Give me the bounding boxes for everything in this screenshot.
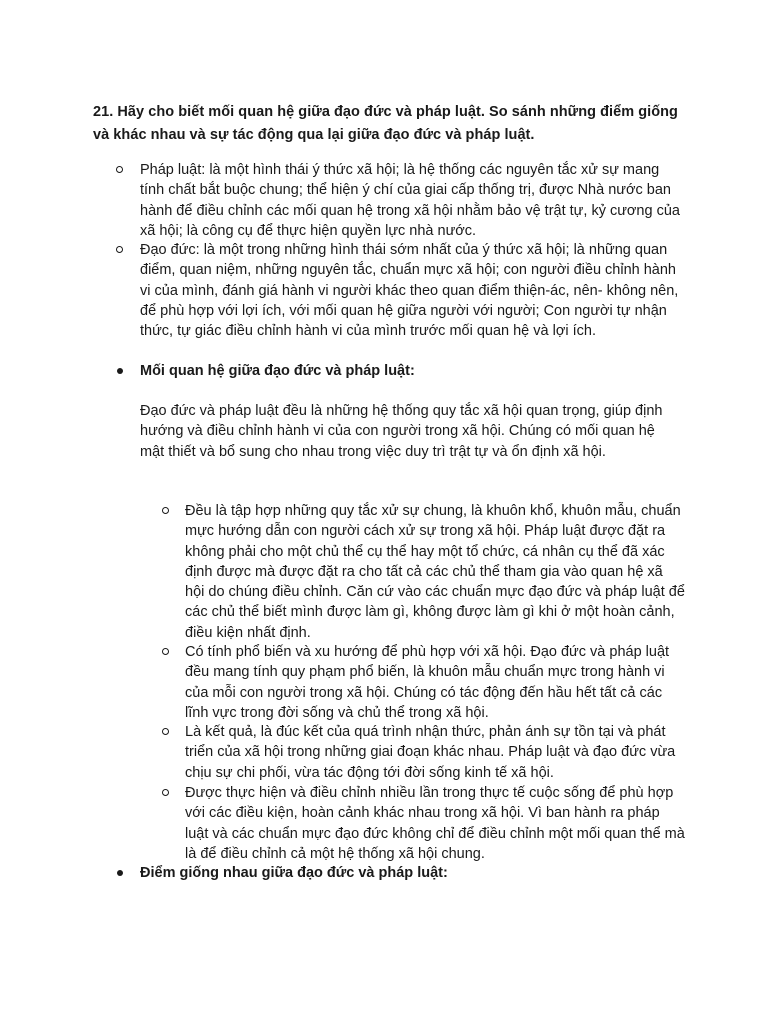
list-item-dao-duc [140, 240, 685, 341]
list-item-pho-bien [185, 642, 685, 723]
list-item-text: Được thực hiện và điều chỉnh nhiều lần trong thực tế cuộc sống để phù hợp với các điều kiện, hoàn cảnh khác nhau trong xã hội. Vì ban hành ra pháp luật và các chuẩn mực đạo đức không chỉ để điều chỉnh một mối quan thể mà là để điều chỉnh cả một hệ thống xã hội chung. [185, 785, 685, 862]
list-item-text: Có tính phổ biến và xu hướng để phù hợp với xã hội. Đạo đức và pháp luật đều mang tính quy phạm phổ biến, là khuôn mẫu chuẩn mực trong hành vi của mỗi con người trong xã hội. Chúng có tác động đến hầu hết tất cả các lĩnh vực trong đời sống và chủ thể trong xã hội. [185, 644, 670, 721]
list-item-phap-luat [140, 160, 685, 241]
section-heading-diem-giong [140, 863, 685, 883]
list-item-ket-qua [185, 722, 685, 783]
section-title: Mối quan hệ giữa đạo đức và pháp luật: [140, 363, 415, 379]
hollow-circle-bullet-icon [162, 728, 169, 735]
list-item-text: Là kết quả, là đúc kết của quá trình nhận thức, phản ánh sự tồn tại và phát triển của xã hội trong những giai đoạn khác nhau. Pháp luật và đạo đức vừa chịu sự chi phối, vừa tác động tới đời sống kinh tế xã hội. [185, 724, 676, 781]
list-item-text: Pháp luật: là một hình thái ý thức xã hội; là hệ thống các nguyên tắc xử sự mang tính chất bắt buộc chung; thể hiện ý chí của giai cấp thống trị, được Nhà nước ban hành để điều chỉnh các mối quan hệ trong xã hội nhằm bảo vệ trật tự, kỷ cương của xã hội; là công cụ để thực hiện quyền lực nhà nước. [140, 162, 680, 239]
hollow-circle-bullet-icon [162, 789, 169, 796]
section-paragraph: Đạo đức và pháp luật đều là những hệ thống quy tắc xã hội quan trọng, giúp định hướng và điều chỉnh hành vi của con người trong xã hội. Chúng có mối quan hệ mật thiết và bổ sung cho nhau trong việc duy trì trật tự và ổn định xã hội. [140, 403, 663, 460]
filled-bullet-icon [117, 368, 123, 374]
list-item-text: Đạo đức: là một trong những hình thái sớm nhất của ý thức xã hội; là những quan điểm, quan niệm, những nguyên tắc, chuẩn mực xã hội; con người điều chỉnh hành vi của mình, đánh giá hành vi người khác theo quan điểm thiện-ác, nên- không nên, để phù hợp với lợi ích, với mối quan hệ giữa người với người; Con người tự nhận thức, tự giác điều chỉnh hành vi của mình trước mối quan hệ và lợi ích. [140, 242, 679, 340]
question-heading: 21. Hãy cho biết mối quan hệ giữa đạo đức và pháp luật. So sánh những điểm giống và khác nhau và sự tác động qua lại giữa đạo đức và pháp luật. [93, 104, 678, 143]
list-item-thuc-hien [185, 783, 685, 864]
hollow-circle-bullet-icon [116, 166, 123, 173]
hollow-circle-bullet-icon [116, 246, 123, 253]
section-title: Điểm giống nhau giữa đạo đức và pháp luật: [140, 865, 448, 881]
hollow-circle-bullet-icon [162, 648, 169, 655]
filled-bullet-icon [117, 870, 123, 876]
hollow-circle-bullet-icon [162, 507, 169, 514]
section-heading-moi-quan-he [140, 361, 685, 381]
list-item-text: Đều là tập hợp những quy tắc xử sự chung, là khuôn khổ, khuôn mẫu, chuẩn mực hướng dẫn con người cách xử sự trong xã hội. Pháp luật được đặt ra không phải cho một chủ thể cụ thể hay một tổ chức, cá nhân cụ thể đã xác định được mà được đặt ra cho tất cả các chủ thể tham gia vào quan hệ xã hội do chúng điều chỉnh. Căn cứ vào các chuẩn mực đạo đức và pháp luật để các chủ thể biết mình được làm gì, không được làm gì khi ở một hoàn cảnh, điều kiện nhất định. [185, 503, 685, 641]
list-item-quy-tac [185, 501, 685, 643]
